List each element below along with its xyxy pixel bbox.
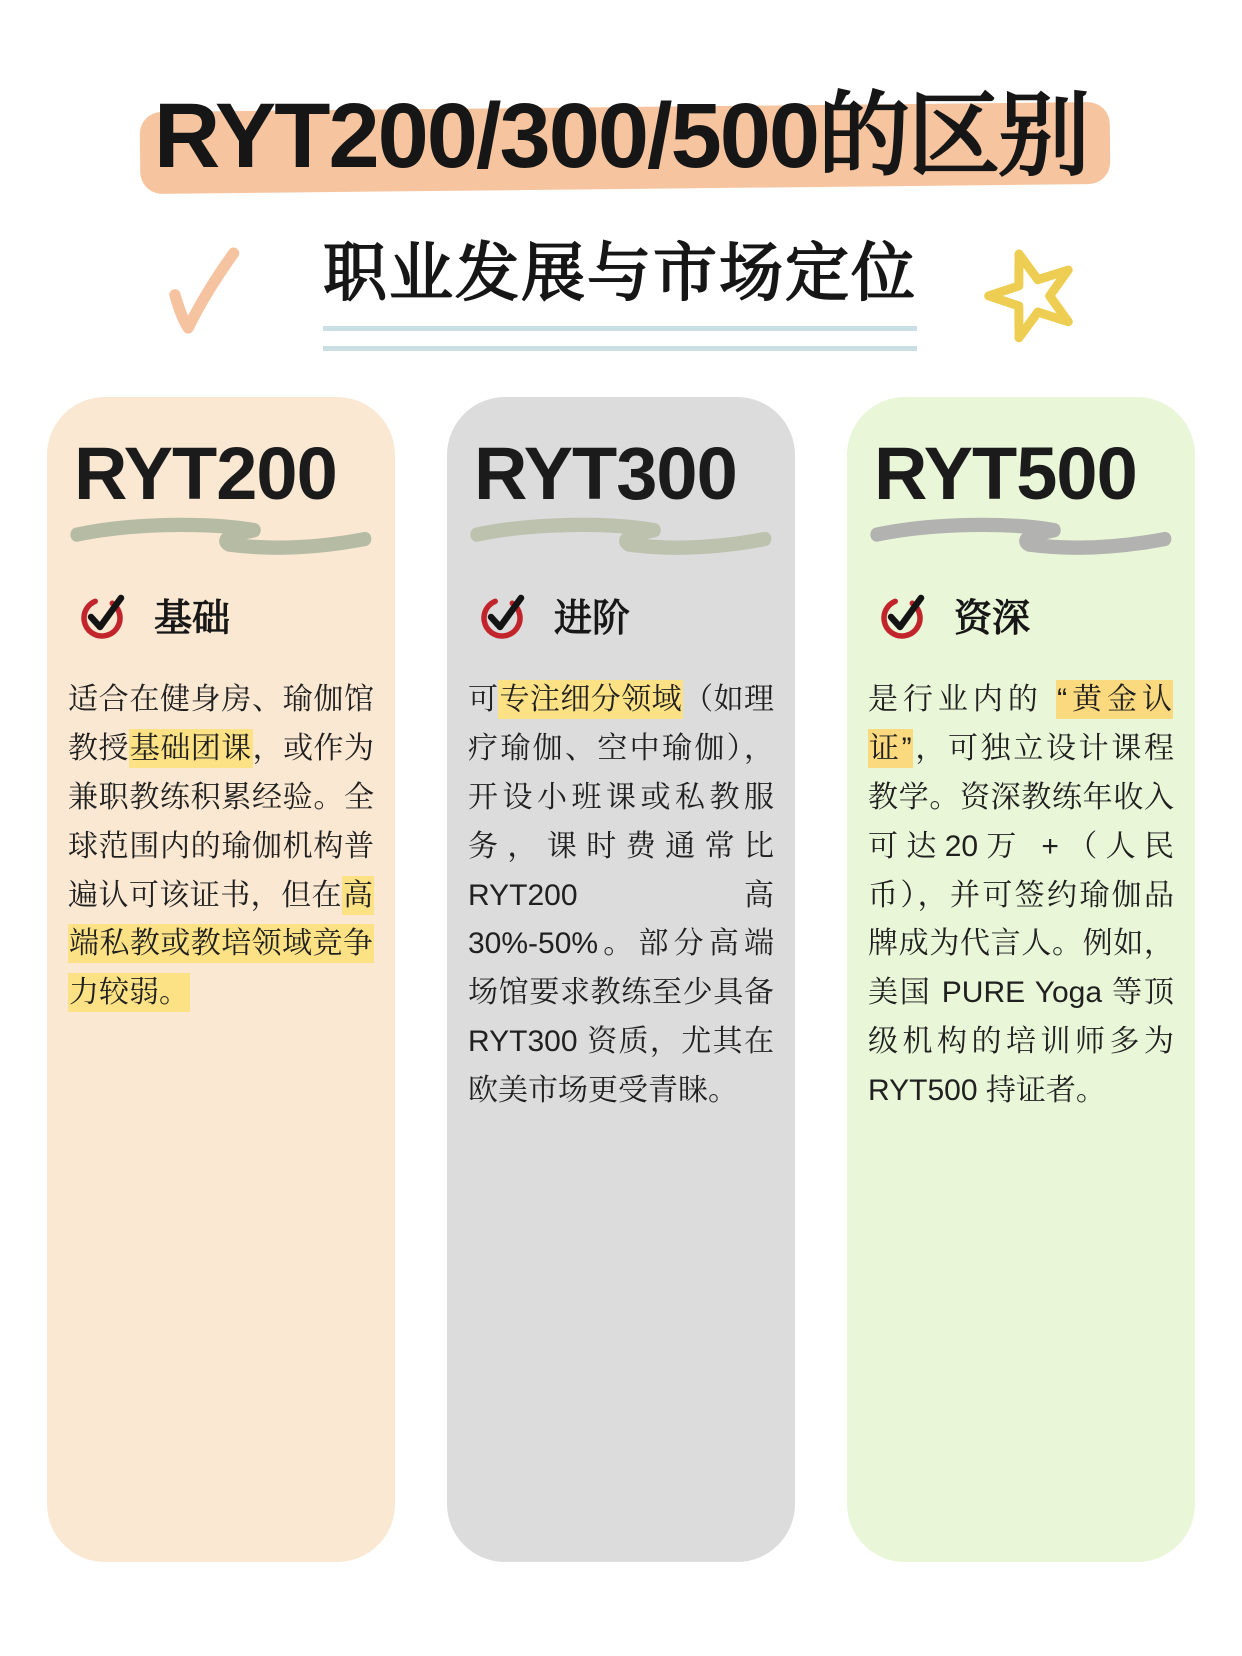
body-text: 可 <box>468 683 499 716</box>
poster-header <box>0 0 1242 351</box>
check-badge-icon <box>876 588 930 642</box>
marker-squiggle-icon <box>67 517 375 561</box>
card-title: RYT300 <box>474 432 737 515</box>
level-tag-row <box>464 587 778 642</box>
page-title: RYT200/300/500的区别 <box>153 85 1089 187</box>
card-body-text <box>64 676 378 1018</box>
page-title-wrap <box>154 62 1088 194</box>
highlighted-text: 专注细分领域 <box>498 680 683 719</box>
cert-card <box>47 397 395 1562</box>
check-badge-icon <box>476 588 530 642</box>
marker-squiggle-icon <box>867 517 1175 561</box>
body-text: 是行业内的 <box>868 683 1057 716</box>
card-body-text <box>464 676 778 1116</box>
level-tag-row <box>864 587 1178 642</box>
cert-cards <box>0 397 1242 1562</box>
cert-card <box>447 397 795 1562</box>
card-level-label: 资深 <box>954 598 1031 640</box>
subtitle-wrap <box>323 222 917 351</box>
level-tag-row <box>64 587 378 642</box>
card-level-label: 进阶 <box>554 598 631 640</box>
card-title: RYT200 <box>74 432 337 515</box>
card-body-text <box>864 676 1178 1116</box>
subtitle-double-underline <box>323 326 917 351</box>
body-text: ，或作为兼职教练积累经验。全球范围内的瑜伽机构普遍认可该证书，但在 <box>68 731 375 912</box>
check-decoration-icon <box>159 240 259 344</box>
check-badge-icon <box>76 588 130 642</box>
star-icon <box>975 237 1090 350</box>
highlighted-text: “黄金认证” <box>868 680 1173 768</box>
card-title: RYT500 <box>874 432 1137 515</box>
body-text: 适合在健身房、瑜伽馆教授 <box>68 683 374 765</box>
body-text: ，可独立设计课程教学。资深教练年收入可达20万 +（人民币），并可签约瑜伽品牌成为代言人。例如，美国 PURE Yoga 等顶级机构的培训师多为 RYT500 持证者。 <box>868 731 1175 1108</box>
body-text: （如理疗瑜伽、空中瑜伽），开设小班课或私教服务，课时费通常比 RYT200 高 30%-50%。部分高端场馆要求教练至少具备 RYT300 资质，尤其在欧美市场更受青睐。 <box>468 683 775 1108</box>
cert-card <box>847 397 1195 1562</box>
highlighted-text: 高端私教或教培领域竞争力较弱。 <box>68 876 374 1013</box>
marker-squiggle-icon <box>467 517 775 561</box>
subtitle-row <box>0 222 1242 351</box>
page-subtitle: 职业发展与市场定位 <box>323 237 917 309</box>
card-level-label: 基础 <box>154 598 231 640</box>
highlighted-text: 基础团课 <box>129 729 253 768</box>
